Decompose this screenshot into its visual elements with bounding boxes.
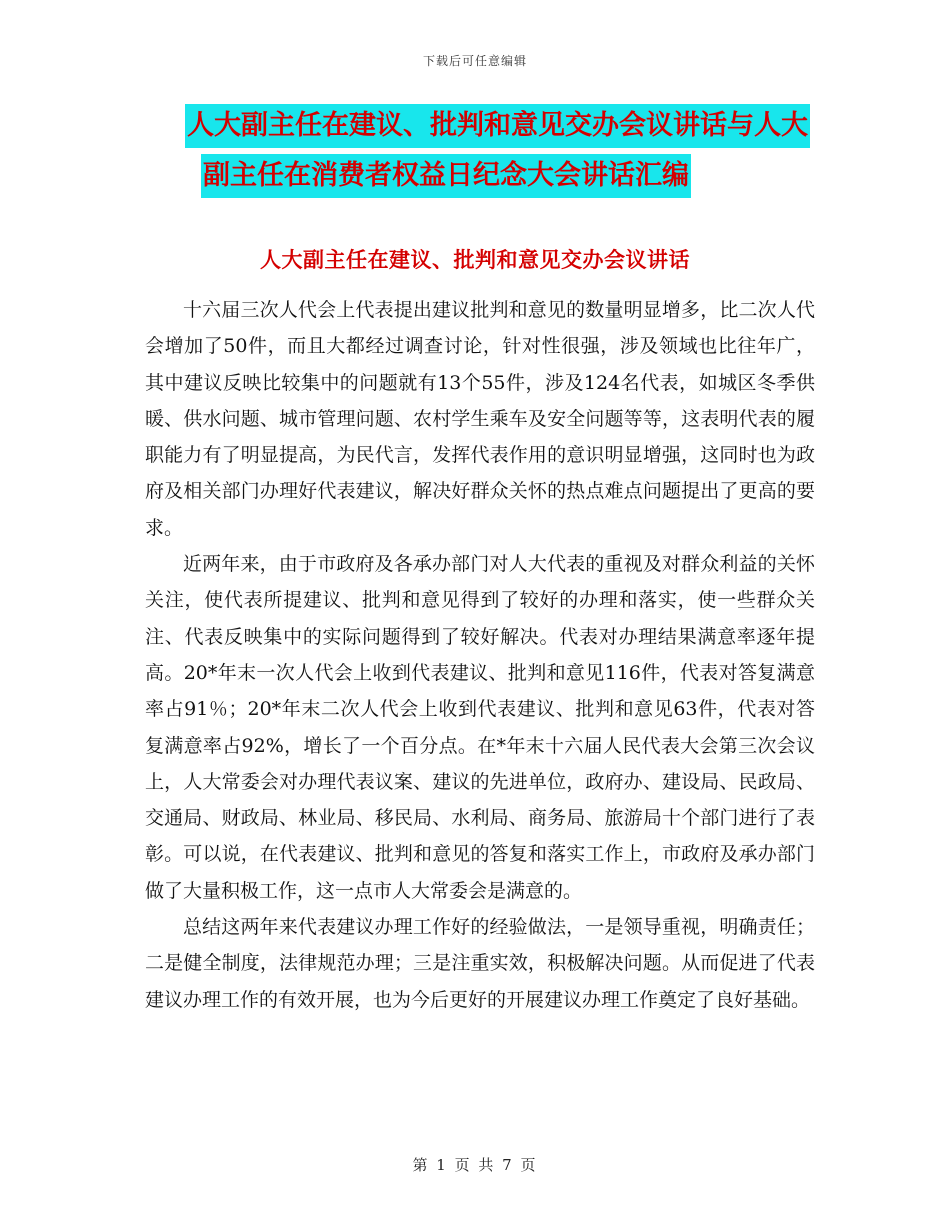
document-title-line-1: 人大副主任在建议、批判和意见交办会议讲话与人大 [185,104,810,148]
body-text [145,292,815,1018]
paragraph: 十六届三次人代会上代表提出建议批判和意见的数量明显增多，比二次人代会增加了50件，而且大都经过调查讨论，针对性很强，涉及领域也比往年广，其中建议反映比较集中的问题就有13个55件，涉及124名代表，如城区冬季供暖、供水问题、城市管理问题、农村学生乘车及安全问题等等，这表明代表的履职能力有了明显提高，为民代言，发挥代表作用的意识明显增强，这同时也为政府及相关部门办理好代表建议，解决好群众关怀的热点难点问题提出了更高的要求。 [145,299,815,539]
document-title [185,104,825,198]
page-number-footer: 第 1 页 共 7 页 [412,1156,538,1174]
header-note: 下载后可任意编辑 [422,54,527,68]
section-title: 人大副主任在建议、批判和意见交办会议讲话 [260,248,690,272]
paragraph: 近两年来，由于市政府及各承办部门对人大代表的重视及对群众利益的关怀关注，使代表所提建议、批判和意见得到了较好的办理和落实，使一些群众关注、代表反映集中的实际问题得到了较好解决。代表对办理结果满意率逐年提高。20*年末一次人代会上收到代表建议、批判和意见116件，代表对答复满意率占91％；20*年末二次人代会上收到代表建议、批判和意见63件，代表对答复满意率占92%，增长了一个百分点。在*年末十六届人民代表大会第三次会议上，人大常委会对办理代表议案、建议的先进单位，政府办、建设局、民政局、交通局、财政局、林业局、移民局、水利局、商务局、旅游局十个部门进行了表彰。可以说，在代表建议、批判和意见的答复和落实工作上，市政府及承办部门做了大量积极工作，这一点市人大常委会是满意的。 [145,553,815,902]
document-title-line-2: 副主任在消费者权益日纪念大会讲话汇编 [201,154,691,198]
paragraph: 总结这两年来代表建议办理工作好的经验做法，一是领导重视，明确责任；二是健全制度，法律规范办理；三是注重实效，积极解决问题。从而促进了代表建议办理工作的有效开展，也为今后更好的开展建议办理工作奠定了良好基础。 [145,916,815,1011]
